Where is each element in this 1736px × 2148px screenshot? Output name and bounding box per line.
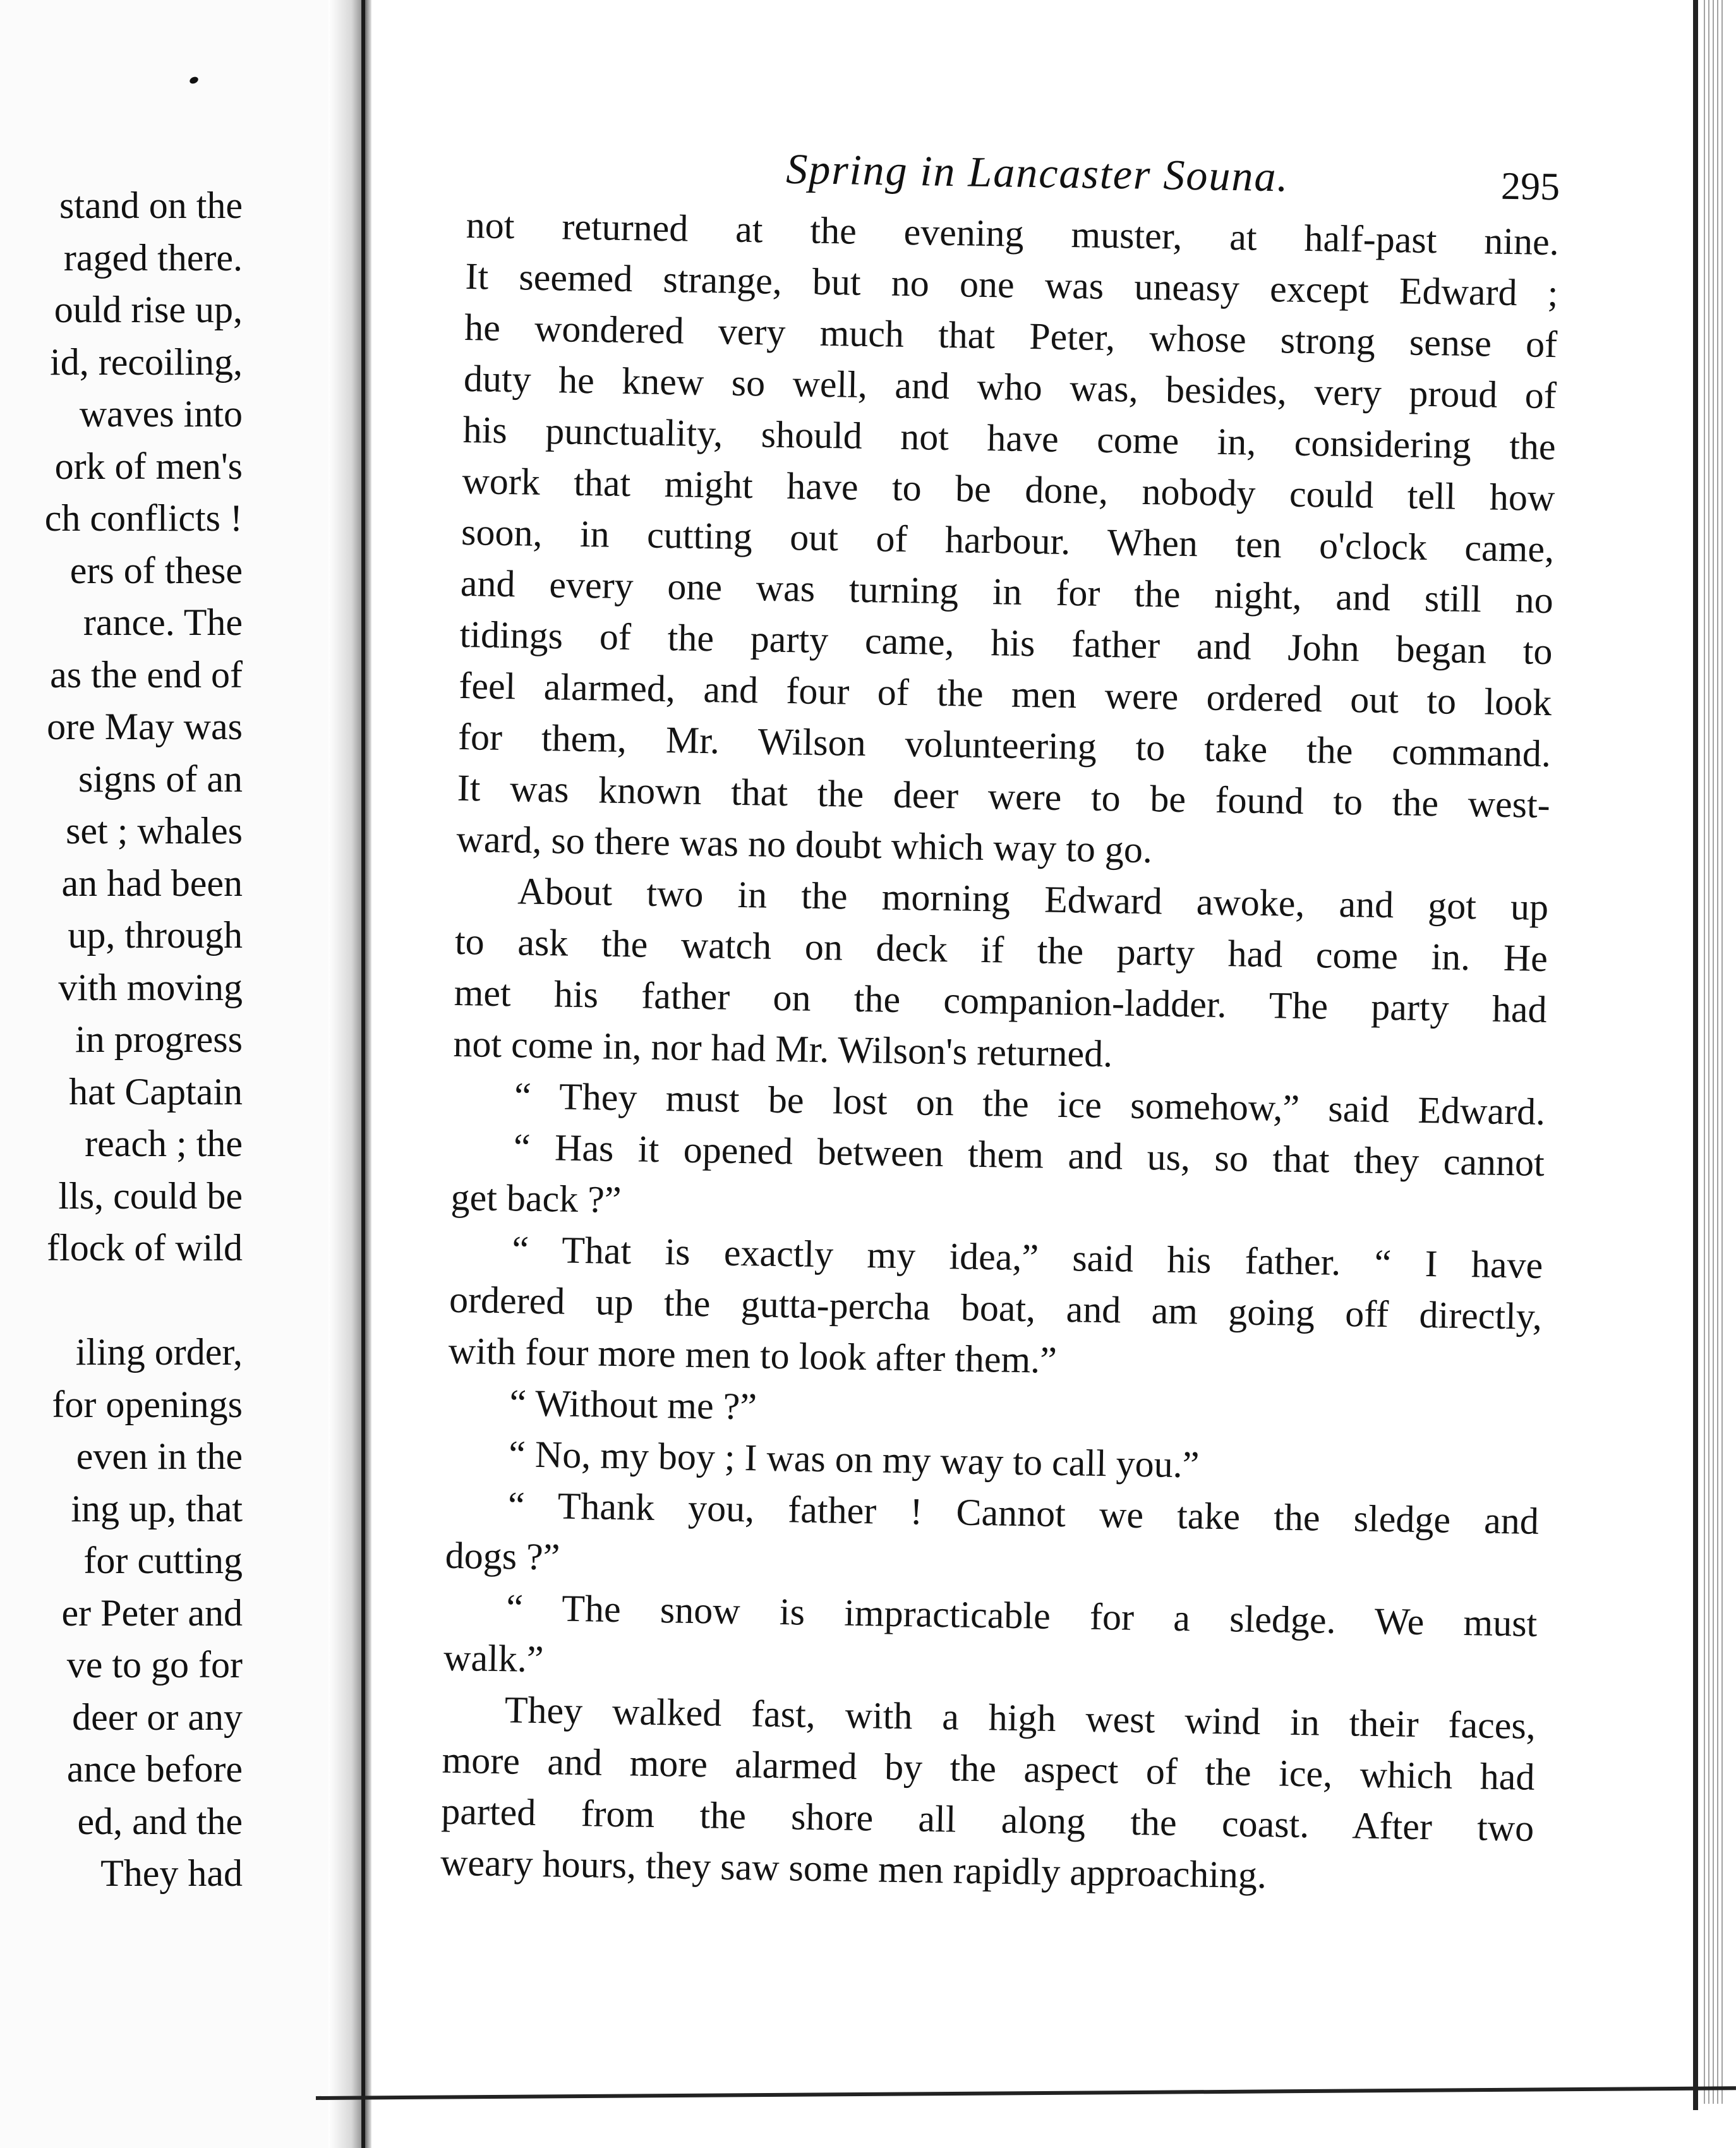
facing-page-line: set ; whales xyxy=(66,810,243,852)
text-line: he wondered very much that Peter, whose strong sense of xyxy=(464,306,1558,366)
facing-page-line: ch conflicts ! xyxy=(44,497,243,539)
facing-page-line: reach ; the xyxy=(85,1123,243,1164)
facing-page-line: ance before xyxy=(66,1748,243,1790)
facing-page-line: lls, could be xyxy=(58,1174,243,1217)
text-line: “ Has it opened between them and us, so that they cannot xyxy=(513,1126,1545,1184)
text-line: They walked fast, with a high west wind in their faces, xyxy=(504,1689,1536,1747)
text-line: duty he knew so well, and who was, besides, very proud of xyxy=(463,357,1557,417)
ink-mark xyxy=(189,76,200,85)
text-line: met his father on the companion-ladder. The party had xyxy=(454,971,1548,1031)
page-number: 295 xyxy=(1500,164,1560,209)
text-line: “ No, my boy ; I was on my way to call you.” xyxy=(508,1433,1200,1486)
facing-page-line: raged there. xyxy=(63,236,243,279)
facing-page-line: ing up, that xyxy=(71,1487,243,1530)
text-line: About two in the morning Edward awoke, and got up xyxy=(517,870,1549,929)
facing-page-line: ers of these xyxy=(69,549,243,591)
facing-page-line: rance. The xyxy=(83,601,243,643)
facing-page-line: er Peter and xyxy=(61,1591,243,1634)
text-line: “ They must be lost on the ice somehow,” said Edward. xyxy=(514,1075,1546,1133)
facing-page-line: even in the xyxy=(76,1435,243,1477)
text-line: to ask the watch on deck if the party had come in. He xyxy=(454,920,1548,980)
text-line: tidings of the party came, his father and John began to xyxy=(459,613,1553,673)
text-line: ordered up the gutta-percha boat, and am going off directly, xyxy=(449,1278,1543,1337)
book-page xyxy=(440,139,1560,1905)
facing-page-line: ould rise up, xyxy=(54,289,243,330)
facing-page-line: vith moving xyxy=(58,966,243,1008)
page-edge-bottom xyxy=(316,2086,1736,2100)
facing-page-line: stand on the xyxy=(59,184,243,226)
facing-page-line: iling order, xyxy=(75,1331,243,1373)
text-line: weary hours, they saw some men rapidly approaching. xyxy=(440,1841,1267,1897)
text-line: “ Thank you, father ! Cannot we take the sledge and xyxy=(507,1484,1540,1542)
text-line: “ The snow is impracticable for a sledge. We must xyxy=(505,1586,1538,1644)
text-line: with four more men to look after them.” xyxy=(448,1329,1058,1381)
facing-page-line: deer or any xyxy=(72,1696,243,1738)
text-line: not come in, nor had Mr. Wilson's returned. xyxy=(452,1022,1113,1075)
body-text xyxy=(440,200,1560,1905)
facing-page-line: ork of men's xyxy=(54,445,243,487)
facing-page-fragment xyxy=(0,0,344,2148)
text-line: It seemed strange, but no one was uneasy except Edward ; xyxy=(465,255,1558,315)
facing-page-line: as the end of xyxy=(50,653,243,696)
facing-page-line: up, through xyxy=(68,914,243,956)
facing-page-line: for openings xyxy=(52,1383,243,1425)
running-title: Spring in Lancaster Souna. xyxy=(785,144,1290,201)
text-line: get back ?” xyxy=(450,1176,622,1221)
facing-page-line: ed, and the xyxy=(77,1800,243,1842)
text-line: feel alarmed, and four of the men were ordered out to look xyxy=(458,664,1552,724)
gutter-shadow xyxy=(329,0,361,2148)
text-line: walk.” xyxy=(443,1636,545,1680)
text-line: dogs ?” xyxy=(445,1534,560,1578)
text-line: parted from the shore all along the coast. After two xyxy=(440,1790,1534,1849)
text-line: work that might have to be done, nobody could tell how xyxy=(461,459,1555,519)
facing-page-line: hat Captain xyxy=(69,1070,243,1113)
text-line: not returned at the evening muster, at half-past nine. xyxy=(466,203,1560,263)
text-line: “ That is exactly my idea,” said his father. “ I have xyxy=(511,1228,1543,1286)
page-stack-edges xyxy=(1701,0,1726,2104)
page-edge xyxy=(365,0,371,2148)
text-line: more and more alarmed by the aspect of the ice, which had xyxy=(442,1739,1535,1798)
text-line: soon, in cutting out of harbour. When ten o'clock came, xyxy=(461,510,1555,570)
facing-page-line: signs of an xyxy=(78,757,243,800)
facing-page-line: ore May was xyxy=(47,706,243,747)
text-line: “ Without me ?” xyxy=(509,1382,757,1428)
text-line: his punctuality, should not have come in, considering the xyxy=(462,408,1557,468)
facing-page-line: ve to go for xyxy=(66,1644,243,1686)
text-line: ward, so there was no doubt which way to go. xyxy=(456,818,1153,871)
page-edge-right xyxy=(1693,0,1698,2110)
facing-page-line: an had been xyxy=(61,862,243,904)
facing-page-line: They had xyxy=(100,1852,243,1894)
facing-page-line: waves into xyxy=(79,393,243,435)
facing-page-line: in progress xyxy=(75,1018,243,1060)
facing-page-line: flock of wild xyxy=(47,1227,243,1269)
text-line: It was known that the deer were to be found to the west- xyxy=(457,766,1551,826)
facing-page-line: id, recoiling, xyxy=(50,341,243,383)
facing-page-line: for cutting xyxy=(83,1540,243,1581)
text-line: for them, Mr. Wilson volunteering to take the command. xyxy=(457,715,1552,775)
text-line: and every one was turning in for the night, and still no xyxy=(460,562,1554,622)
